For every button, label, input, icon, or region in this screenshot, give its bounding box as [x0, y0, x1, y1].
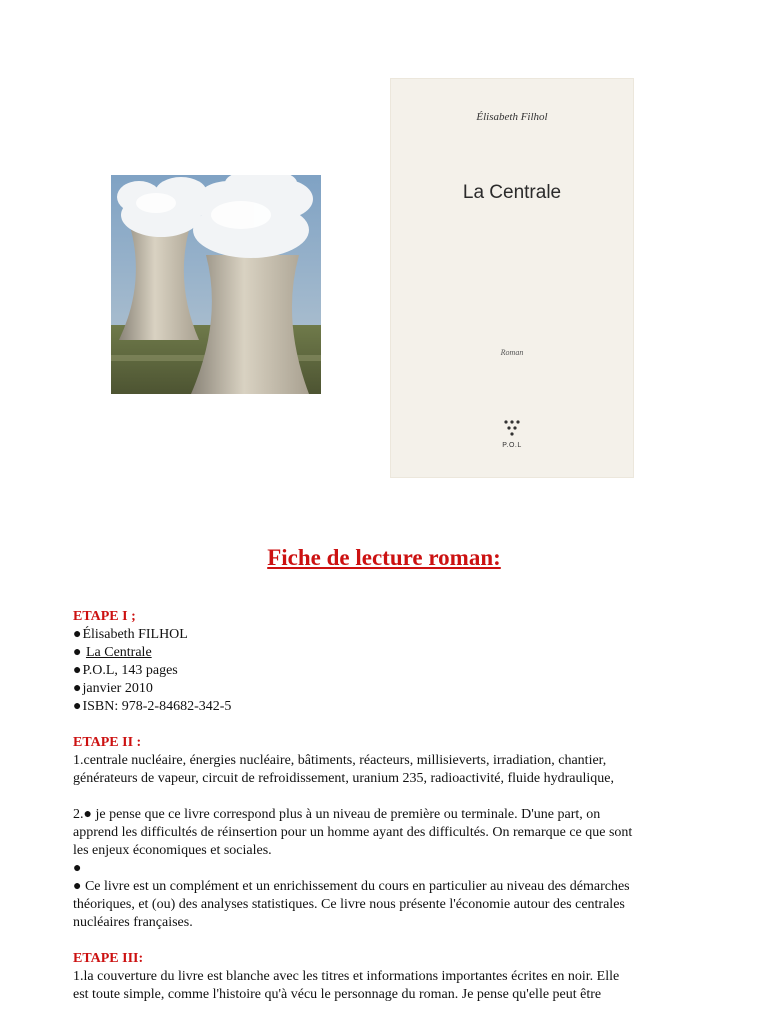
paragraph-line: 2.● je pense que ce livre correspond plus à un niveau de première ou terminale. D'une part, on [73, 807, 601, 822]
bullet-icon: ● [73, 879, 82, 894]
cover-title: La Centrale [462, 182, 562, 203]
etape3-heading: ETAPE III: [73, 951, 144, 966]
book-title-link: La Centrale [85, 645, 152, 660]
publisher-logo-icon [500, 419, 524, 439]
paragraph-line: théoriques, et (ou) des analyses statistiques. Ce livre nous présente l'économie autour des centrales [73, 897, 625, 912]
bullet-icon: ● [73, 861, 82, 876]
bullet-icon: ● [73, 663, 82, 678]
bullet-icon: ● [73, 681, 82, 696]
list-item: ●Élisabeth FILHOL [73, 627, 188, 642]
etape1-heading: ETAPE I ; [73, 609, 136, 624]
empty-bullet [73, 860, 703, 878]
cooling-towers-photo [111, 175, 321, 394]
book-cover-image [390, 78, 634, 478]
bullet-icon: ● [83, 807, 92, 822]
paragraph-line: ● Ce livre est un complément et un enrichissement du cours en particulier au niveau des démarches [73, 879, 630, 894]
etape2-heading: ETAPE II : [73, 735, 142, 750]
paragraph-line: 1.la couverture du livre est blanche avec les titres et informations importantes écrites en noir. Elle [73, 969, 620, 984]
paragraph-line: les enjeux économiques et sociales. [73, 843, 272, 858]
paragraph-line: 1.centrale nucléaire, énergies nucléaire, bâtiments, réacteurs, millisieverts, irradiation, chantier, [73, 753, 607, 768]
list-item: ●ISBN: 978-2-84682-342-5 [73, 699, 232, 714]
paragraph-line: générateurs de vapeur, circuit de refroidissement, uranium 235, radioactivité, fluide hydraulique, [73, 771, 614, 786]
bullet-icon: ● [73, 699, 82, 714]
list-item [73, 644, 703, 662]
list-item: ●janvier 2010 [73, 681, 153, 696]
bullet-icon: ● [73, 645, 82, 660]
paragraph-line: nucléaires françaises. [73, 915, 193, 930]
paragraph-line: apprend les difficultés de réinsertion pour un homme ayant des difficultés. On remarque ce que sont [73, 825, 633, 840]
cover-author: Élisabeth Filhol [476, 111, 548, 123]
list-item: ●P.O.L, 143 pages [73, 663, 178, 678]
document-body [73, 608, 703, 1004]
cover-publisher: P.O.L [502, 442, 522, 449]
cover-genre: Roman [500, 348, 524, 357]
paragraph-line: est toute simple, comme l'histoire qu'à vécu le personnage du roman. Je pense qu'elle peut être [73, 987, 602, 1002]
document-title: Fiche de lecture roman: [267, 545, 501, 570]
bullet-icon: ● [73, 627, 82, 642]
